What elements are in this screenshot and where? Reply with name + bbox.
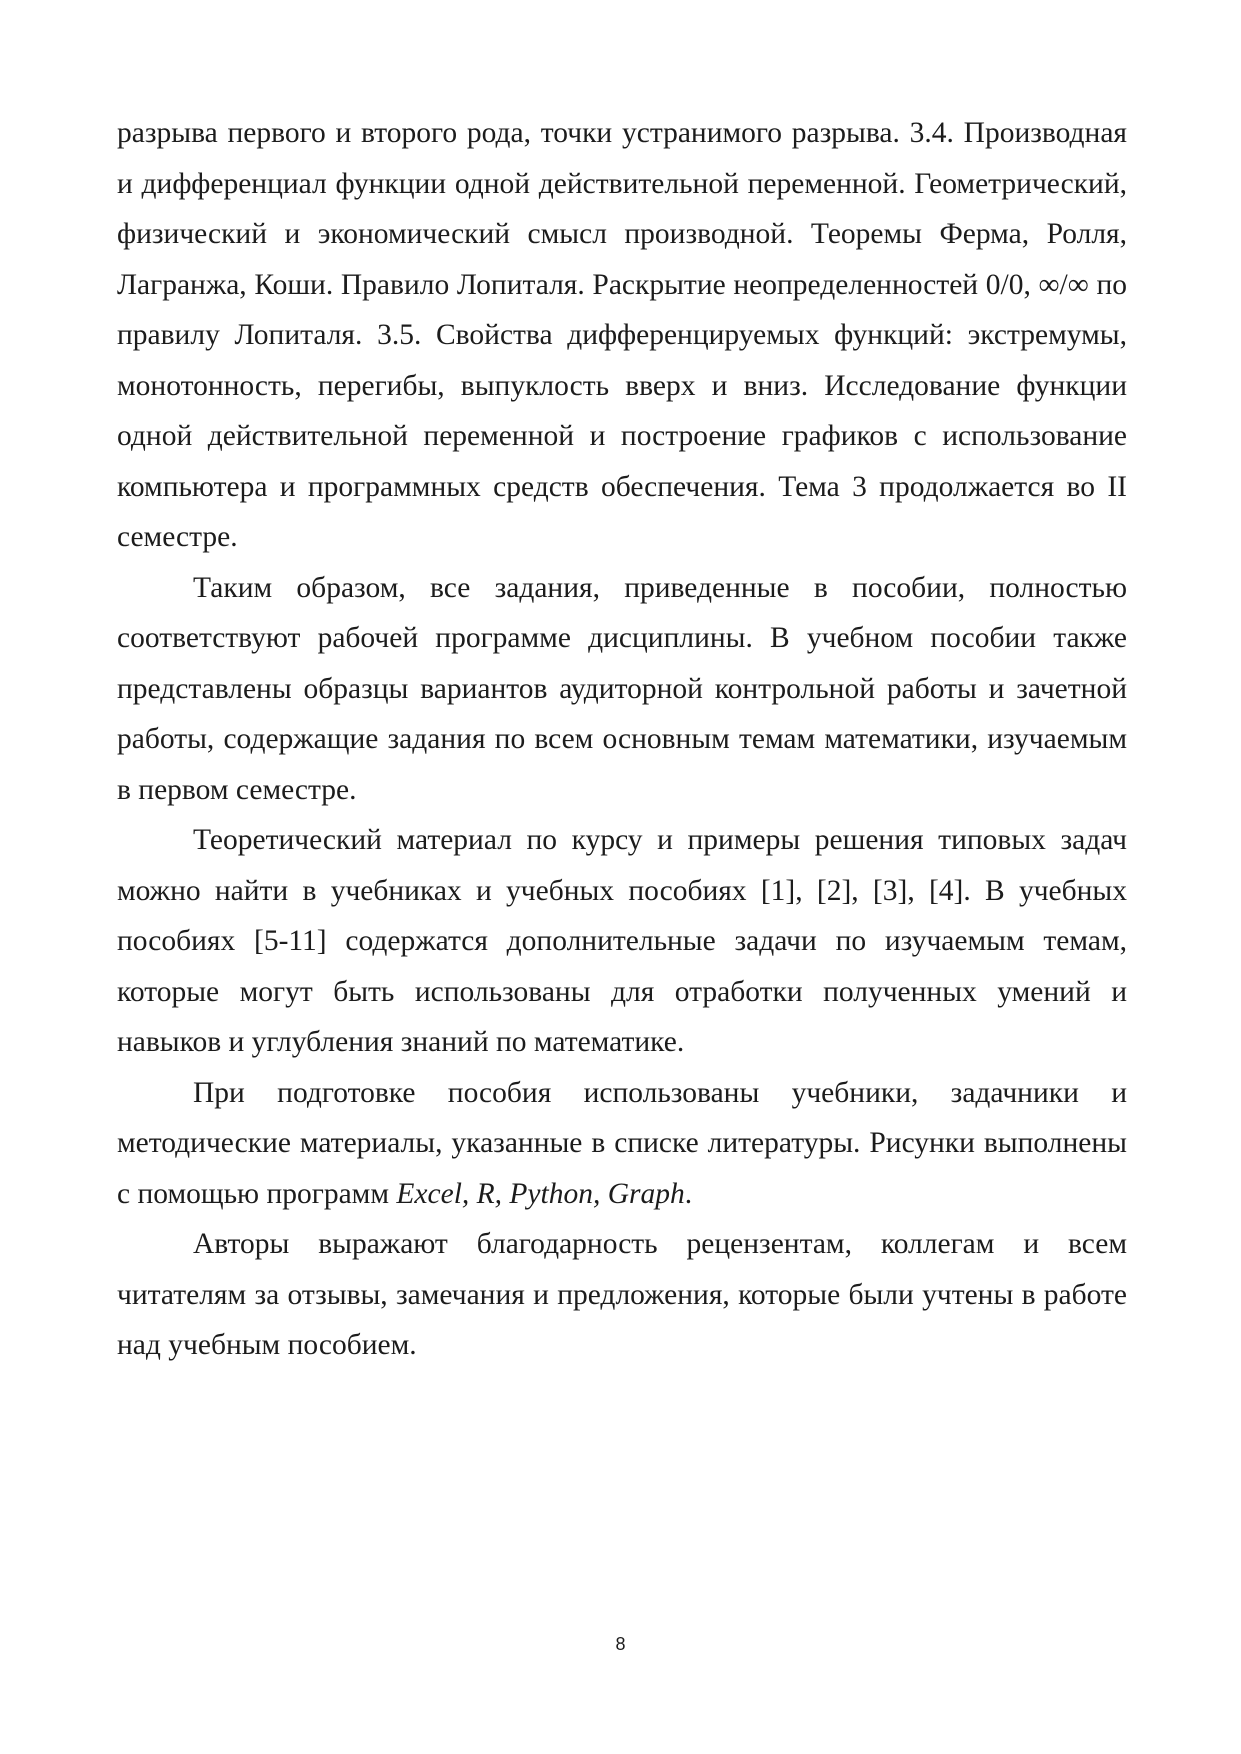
paragraph-topic-3-continuation: разрыва первого и второго рода, точки устранимого разрыва. 3.4. Производная и дифференциал функции одной действительной переменной. Геометрический, физический и экономический смысл производной. Теоремы Ферма, Ролля, Лагранжа, Коши. Правило Лопиталя. Раскрытие неопределенностей 0/0, ∞/∞ по правилу Лопиталя. 3.5. Свойства дифференцируемых функций: экстремумы, монотонность, перегибы, выпуклость вверх и вниз. Исследование функции одной действительной переменной и построение графиков с использование компьютера и программных средств обеспечения. Тема 3 продолжается во II семестре. <box>117 117 1127 553</box>
page-body <box>117 108 1127 1371</box>
software-list: Excel, R, Python, Graph <box>396 1177 685 1210</box>
materials-text-end: . <box>684 1177 693 1210</box>
page-number: 8 <box>615 1634 626 1654</box>
paragraph-tasks-correspondence: Таким образом, все задания, приведенные в пособии, полностью соответствуют рабочей программе дисциплины. В учебном пособии также представлены образцы вариантов аудиторной контрольной работы и зачетной работы, содержащие задания по всем основным темам математики, изучаемым в первом семестре. <box>117 571 1127 806</box>
materials-text: При подготовке пособия использованы учебники, задачники и методические материалы, указанные в списке литературы. Рисунки выполнены с помощью программ <box>117 1076 1127 1210</box>
paragraph-theory-references: Теоретический материал по курсу и примеры решения типовых задач можно найти в учебниках и учебных пособиях [1], [2], [3], [4]. В учебных пособиях [5-11] содержатся дополнительные задачи по изучаемым темам, которые могут быть использованы для отработки полученных умений и навыков и углубления знаний по математике. <box>117 824 1127 1058</box>
paragraph-materials-used <box>117 1068 1127 1220</box>
paragraph-acknowledgements: Авторы выражают благодарность рецензентам, коллегам и всем читателям за отзывы, замечания и предложения, которые были учтены в работе над учебным пособием. <box>117 1228 1127 1361</box>
